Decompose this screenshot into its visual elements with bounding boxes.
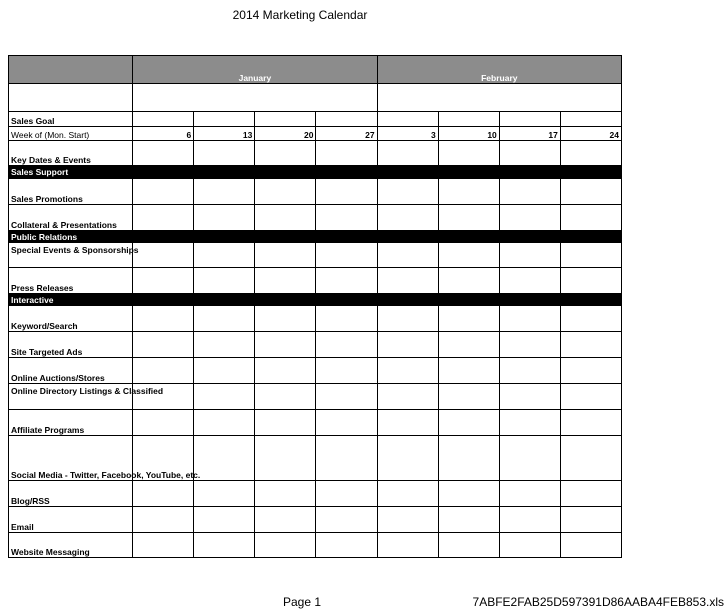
grid-cell[interactable] [377, 205, 438, 231]
grid-cell[interactable] [194, 179, 255, 205]
month-blank-cell [377, 84, 621, 112]
grid-cell[interactable] [560, 243, 621, 268]
grid-cell[interactable] [255, 436, 316, 481]
grid-cell[interactable] [560, 205, 621, 231]
grid-cell[interactable] [377, 384, 438, 410]
row-label: Keyword/Search [9, 306, 133, 332]
page-title: 2014 Marketing Calendar [232, 8, 368, 22]
grid-cell[interactable] [377, 112, 438, 127]
grid-cell[interactable] [194, 481, 255, 507]
section-header-sales-support: Sales Support [9, 166, 622, 179]
grid-cell[interactable] [377, 410, 438, 436]
month-header-february: February [377, 56, 621, 84]
grid-cell[interactable] [438, 481, 499, 507]
grid-cell[interactable] [499, 384, 560, 410]
grid-cell[interactable] [316, 306, 377, 332]
grid-cell[interactable] [255, 205, 316, 231]
grid-cell[interactable] [316, 533, 377, 558]
grid-cell[interactable] [133, 141, 194, 166]
grid-cell[interactable] [377, 358, 438, 384]
grid-cell[interactable] [377, 306, 438, 332]
week-cell: 27 [316, 127, 377, 141]
grid-cell[interactable] [255, 332, 316, 358]
row-label: Online Auctions/Stores [9, 358, 133, 384]
grid-cell[interactable] [316, 410, 377, 436]
grid-cell[interactable] [377, 332, 438, 358]
grid-cell[interactable] [316, 358, 377, 384]
row-label: Sales Promotions [9, 179, 133, 205]
week-cell: 24 [560, 127, 621, 141]
grid-cell[interactable] [560, 436, 621, 481]
grid-cell[interactable] [133, 533, 194, 558]
grid-cell[interactable] [316, 243, 377, 268]
grid-cell[interactable] [499, 112, 560, 127]
grid-cell[interactable] [560, 507, 621, 533]
grid-cell[interactable] [194, 533, 255, 558]
grid-cell[interactable] [560, 358, 621, 384]
grid-cell[interactable] [499, 436, 560, 481]
week-cell: 3 [377, 127, 438, 141]
grid-cell[interactable] [316, 507, 377, 533]
grid-cell[interactable] [377, 436, 438, 481]
grid-cell[interactable] [438, 112, 499, 127]
grid-cell[interactable] [255, 179, 316, 205]
week-cell: 6 [133, 127, 194, 141]
grid-cell[interactable] [560, 533, 621, 558]
grid-cell[interactable] [438, 141, 499, 166]
grid-cell[interactable] [499, 533, 560, 558]
grid-cell[interactable] [316, 205, 377, 231]
grid-cell[interactable] [316, 436, 377, 481]
section-header-interactive: Interactive [9, 294, 622, 306]
month-header-january: January [133, 56, 377, 84]
grid-cell[interactable] [499, 243, 560, 268]
grid-cell[interactable] [133, 112, 194, 127]
grid-cell[interactable] [499, 205, 560, 231]
grid-cell[interactable] [255, 243, 316, 268]
row-label: Press Releases [9, 268, 133, 294]
grid-cell[interactable] [499, 268, 560, 294]
grid-cell[interactable] [316, 268, 377, 294]
row-label: Social Media - Twitter, Facebook, YouTube, etc. [9, 436, 133, 481]
grid-cell[interactable] [499, 306, 560, 332]
grid-cell[interactable] [438, 243, 499, 268]
grid-cell[interactable] [133, 481, 194, 507]
grid-cell[interactable] [499, 141, 560, 166]
grid-cell[interactable] [438, 268, 499, 294]
row-label-sales-goal: Sales Goal [9, 112, 133, 127]
header-corner-cell [9, 56, 133, 84]
grid-cell[interactable] [499, 410, 560, 436]
grid-cell[interactable] [194, 243, 255, 268]
grid-cell[interactable] [438, 358, 499, 384]
row-label: Special Events & Sponsorships [9, 243, 133, 268]
page-number: Page 1 [283, 595, 322, 609]
grid-cell[interactable] [133, 243, 194, 268]
grid-cell[interactable] [316, 112, 377, 127]
grid-cell[interactable] [377, 141, 438, 166]
week-cell: 13 [194, 127, 255, 141]
grid-cell[interactable] [133, 268, 194, 294]
grid-cell[interactable] [560, 384, 621, 410]
grid-cell[interactable] [560, 141, 621, 166]
grid-cell[interactable] [255, 306, 316, 332]
row-label: Email [9, 507, 133, 533]
grid-cell[interactable] [377, 179, 438, 205]
grid-cell[interactable] [377, 507, 438, 533]
grid-cell[interactable] [316, 332, 377, 358]
grid-cell[interactable] [194, 112, 255, 127]
grid-cell[interactable] [438, 306, 499, 332]
row-label-key-dates: Key Dates & Events [9, 141, 133, 166]
section-header-public-relations: Public Relations [9, 231, 622, 243]
grid-cell[interactable] [194, 358, 255, 384]
grid-cell[interactable] [377, 481, 438, 507]
grid-cell[interactable] [560, 332, 621, 358]
row-label: Collateral & Presentations [9, 205, 133, 231]
month-blank-cell [133, 84, 377, 112]
grid-cell[interactable] [255, 268, 316, 294]
grid-cell[interactable] [438, 436, 499, 481]
week-cell: 10 [438, 127, 499, 141]
blank-cell [9, 84, 133, 112]
grid-cell[interactable] [133, 507, 194, 533]
row-label: Website Messaging [9, 533, 133, 558]
grid-cell[interactable] [255, 384, 316, 410]
grid-cell[interactable] [133, 205, 194, 231]
grid-cell[interactable] [560, 179, 621, 205]
grid-cell[interactable] [438, 533, 499, 558]
grid-cell[interactable] [316, 384, 377, 410]
grid-cell[interactable] [499, 179, 560, 205]
grid-cell[interactable] [194, 384, 255, 410]
grid-cell[interactable] [255, 112, 316, 127]
grid-cell[interactable] [438, 332, 499, 358]
grid-cell[interactable] [499, 358, 560, 384]
grid-cell[interactable] [194, 332, 255, 358]
grid-cell[interactable] [316, 141, 377, 166]
grid-cell[interactable] [499, 332, 560, 358]
grid-cell[interactable] [438, 384, 499, 410]
grid-cell[interactable] [377, 243, 438, 268]
grid-cell[interactable] [194, 268, 255, 294]
grid-cell[interactable] [194, 205, 255, 231]
grid-cell[interactable] [316, 481, 377, 507]
grid-cell[interactable] [377, 268, 438, 294]
grid-cell[interactable] [194, 507, 255, 533]
grid-cell[interactable] [255, 481, 316, 507]
grid-cell[interactable] [255, 410, 316, 436]
grid-cell[interactable] [133, 358, 194, 384]
grid-cell[interactable] [560, 112, 621, 127]
grid-cell[interactable] [438, 410, 499, 436]
grid-cell[interactable] [560, 410, 621, 436]
grid-cell[interactable] [194, 141, 255, 166]
week-cell: 17 [499, 127, 560, 141]
grid-cell[interactable] [560, 481, 621, 507]
row-label-week-of: Week of (Mon. Start) [9, 127, 133, 141]
grid-cell[interactable] [438, 507, 499, 533]
grid-cell[interactable] [194, 436, 255, 481]
calendar-grid [8, 55, 622, 558]
grid-cell[interactable] [316, 179, 377, 205]
grid-cell[interactable] [255, 507, 316, 533]
grid-cell[interactable] [133, 410, 194, 436]
grid-cell[interactable] [377, 533, 438, 558]
grid-cell[interactable] [194, 306, 255, 332]
row-label: Site Targeted Ads [9, 332, 133, 358]
grid-cell[interactable] [133, 179, 194, 205]
file-name: 7ABFE2FAB25D597391D86AABA4FEB853.xls [472, 595, 724, 609]
grid-cell[interactable] [438, 205, 499, 231]
grid-cell[interactable] [255, 141, 316, 166]
grid-cell[interactable] [560, 306, 621, 332]
grid-cell[interactable] [499, 481, 560, 507]
grid-cell[interactable] [255, 533, 316, 558]
grid-cell[interactable] [499, 507, 560, 533]
row-label: Blog/RSS [9, 481, 133, 507]
grid-cell[interactable] [255, 358, 316, 384]
grid-cell[interactable] [133, 332, 194, 358]
row-label: Affiliate Programs [9, 410, 133, 436]
week-cell: 20 [255, 127, 316, 141]
row-label: Online Directory Listings & Classified [9, 384, 133, 410]
grid-cell[interactable] [438, 179, 499, 205]
grid-cell[interactable] [194, 410, 255, 436]
grid-cell[interactable] [133, 306, 194, 332]
grid-cell[interactable] [560, 268, 621, 294]
